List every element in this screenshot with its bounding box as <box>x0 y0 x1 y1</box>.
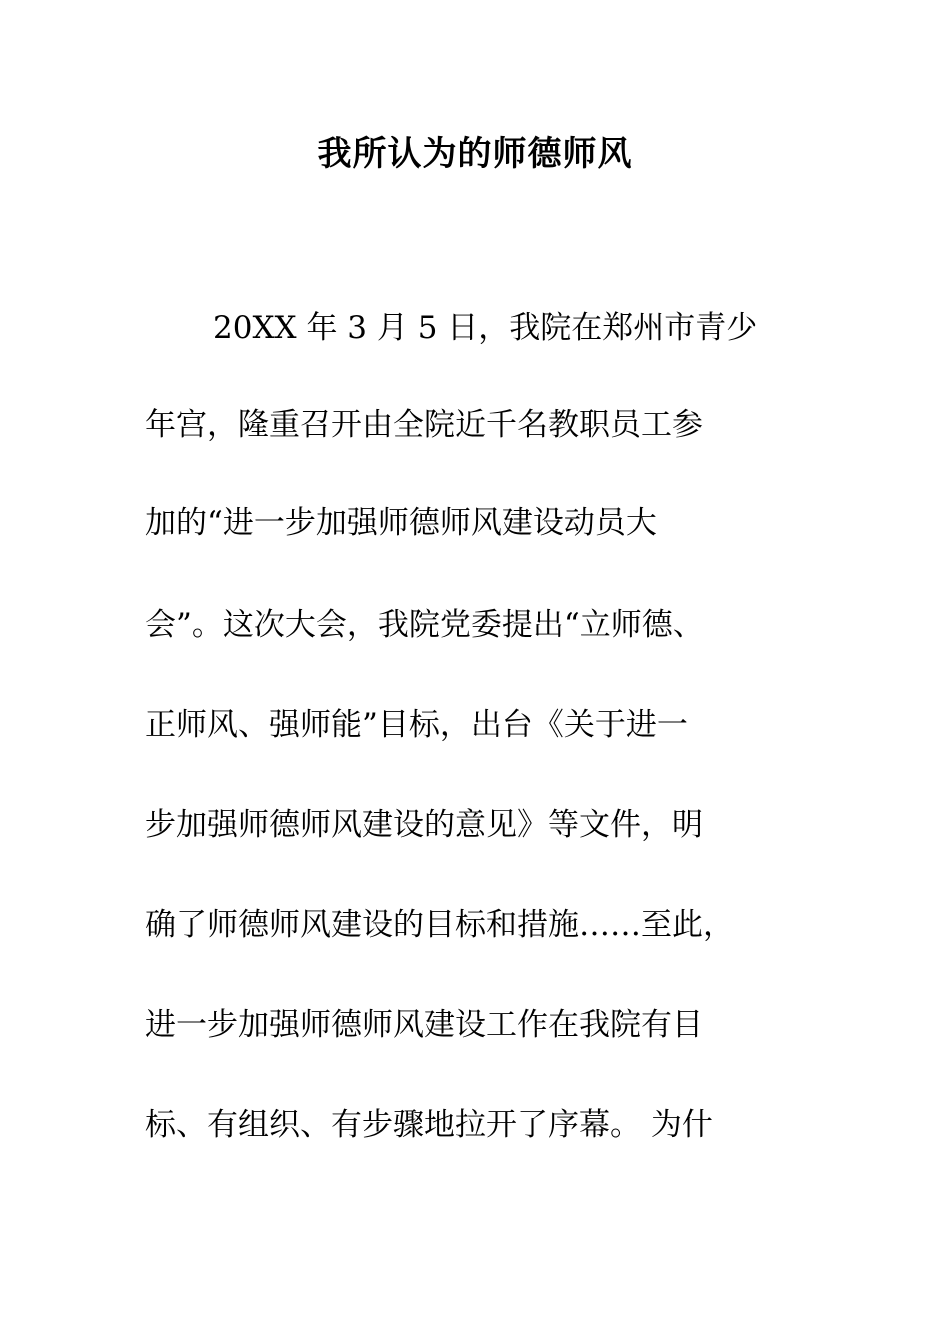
body-line: 会”。这次大会，我院党委提出“立师德、 <box>145 607 704 643</box>
body-line: 年宫，隆重召开由全院近千名教职员工参 <box>145 407 703 443</box>
body-line: 进一步加强师德师风建设工作在我院有目 <box>145 1007 703 1043</box>
body-line: 加的“进一步加强师德师风建设动员大 <box>145 505 657 541</box>
document-title: 我所认为的师德师风 <box>317 134 633 174</box>
body-line: 正师风、强师能”目标，出台《关于进一 <box>145 707 688 743</box>
body-line: 标、有组织、有步骤地拉开了序幕。 为什 <box>145 1107 713 1143</box>
body-line: 20XX 年 3 月 5 日，我院在郑州市青少 <box>213 310 758 346</box>
body-line: 步加强师德师风建设的意见》等文件，明 <box>145 807 703 843</box>
body-line: 确了师德师风建设的目标和措施……至此， <box>145 907 734 943</box>
